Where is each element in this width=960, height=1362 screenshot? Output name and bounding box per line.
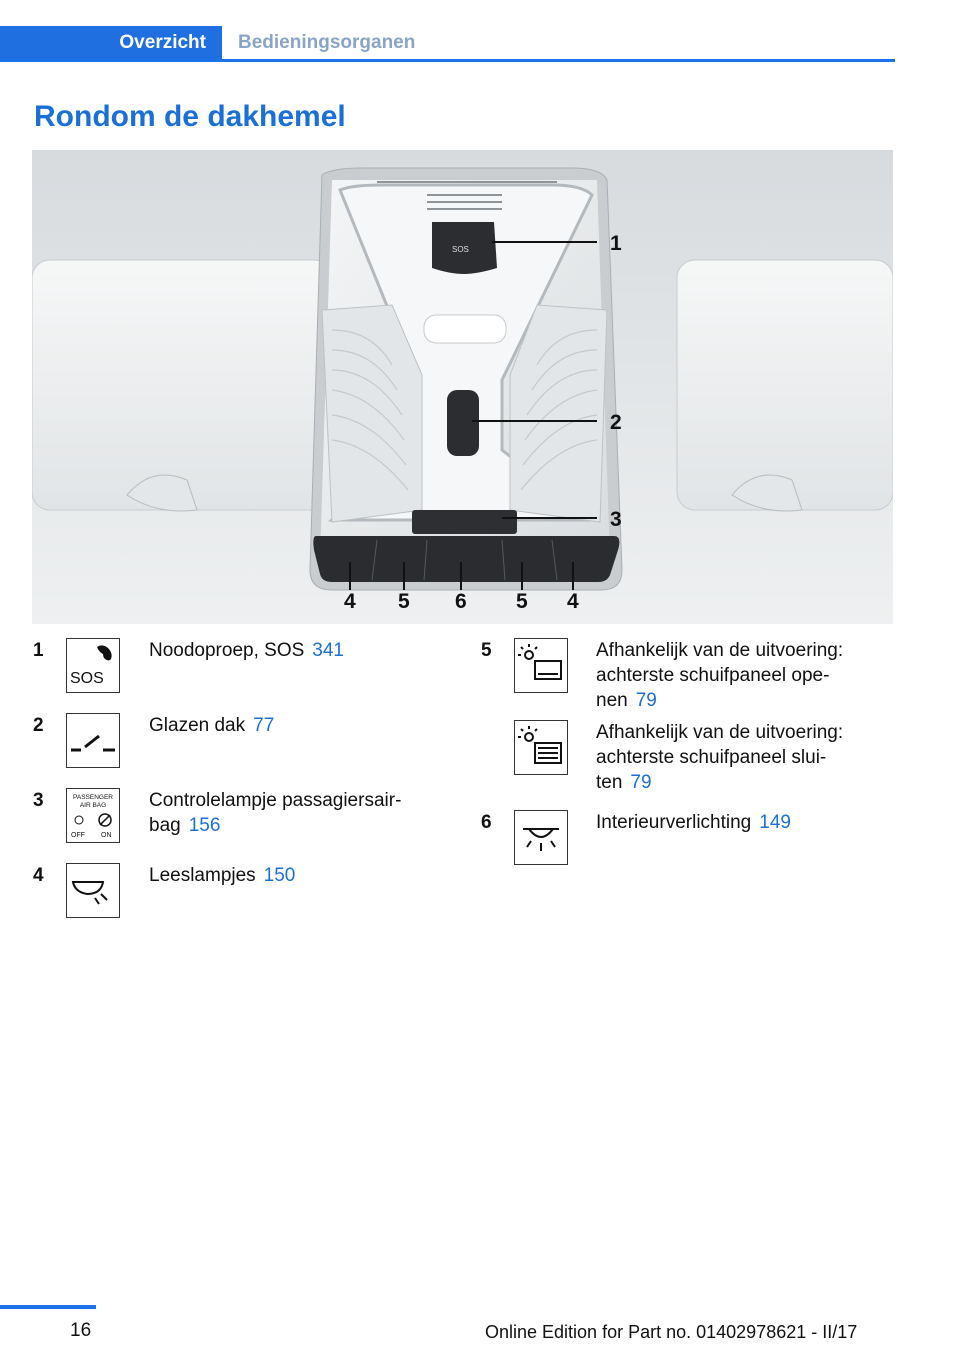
interior-light-icon bbox=[514, 810, 568, 865]
legend-number: 5 bbox=[481, 640, 492, 661]
legend-text-line2: achterste schuifpaneel slui- bbox=[596, 747, 827, 768]
shade-close-icon bbox=[514, 720, 568, 775]
legend-text: Controlelampje passagiersair- bbox=[149, 790, 402, 811]
callout-4-right: 4 bbox=[567, 590, 579, 613]
tab-bedieningsorganen[interactable]: Bedieningsorganen bbox=[238, 32, 416, 53]
legend-text: Noodoproep, SOS bbox=[149, 640, 305, 661]
legend-number: 1 bbox=[33, 640, 44, 661]
tab-overzicht[interactable]: Overzicht bbox=[0, 26, 222, 59]
sos-module-label: SOS bbox=[452, 245, 469, 254]
callout-1: 1 bbox=[610, 232, 622, 255]
page-ref-link[interactable]: 149 bbox=[759, 812, 791, 833]
page-ref-link[interactable]: 79 bbox=[630, 772, 652, 793]
callout-5-right: 5 bbox=[516, 590, 528, 613]
legend-number: 6 bbox=[481, 812, 492, 833]
footer-rule bbox=[0, 1305, 96, 1309]
callout-5-left: 5 bbox=[398, 590, 410, 613]
page-ref-link[interactable]: 341 bbox=[312, 640, 344, 661]
page-ref-link[interactable]: 77 bbox=[253, 715, 275, 736]
callout-3: 3 bbox=[610, 508, 622, 531]
legend-text-line2: achterste schuifpaneel ope- bbox=[596, 665, 830, 686]
page-title: Rondom de dakhemel bbox=[34, 100, 346, 133]
page-number: 16 bbox=[70, 1320, 92, 1341]
legend-number: 3 bbox=[33, 790, 44, 811]
shade-open-icon bbox=[514, 638, 568, 693]
roof-console-illustration bbox=[32, 150, 893, 624]
airbag-off: OFF bbox=[71, 832, 85, 839]
page-ref-link[interactable]: 156 bbox=[188, 815, 221, 836]
callout-6: 6 bbox=[455, 590, 467, 613]
legend-text-line3: nen bbox=[596, 690, 628, 711]
svg-text:SOS: SOS bbox=[70, 670, 104, 687]
legend-text: Afhankelijk van de uitvoering: bbox=[596, 640, 844, 661]
page-ref-link[interactable]: 79 bbox=[635, 690, 657, 711]
sos-icon bbox=[66, 638, 120, 693]
legend-text: Leeslampjes bbox=[149, 865, 256, 886]
callout-4-left: 4 bbox=[344, 590, 356, 613]
legend-text: Interieurverlichting bbox=[596, 812, 752, 833]
edition-note: Online Edition for Part no. 01402978621 - II/17 bbox=[485, 1322, 858, 1342]
glass-roof-icon bbox=[66, 713, 120, 768]
legend-number: 2 bbox=[33, 715, 44, 736]
reading-light-icon bbox=[66, 863, 120, 918]
legend-text: Glazen dak bbox=[149, 715, 246, 736]
airbag-on: ON bbox=[101, 832, 112, 839]
page-ref-link[interactable]: 150 bbox=[263, 865, 296, 886]
airbag-line1: PASSENGER bbox=[73, 794, 113, 801]
legend-text: Afhankelijk van de uitvoering: bbox=[596, 722, 844, 743]
legend-text-line3: ten bbox=[596, 772, 623, 793]
callout-2: 2 bbox=[610, 411, 622, 434]
airbag-line2: AIR BAG bbox=[79, 802, 107, 809]
tab-bar bbox=[0, 26, 895, 62]
legend-number: 4 bbox=[33, 865, 44, 886]
passenger-airbag-icon bbox=[66, 788, 120, 843]
legend-text-line2: bag bbox=[149, 815, 181, 836]
